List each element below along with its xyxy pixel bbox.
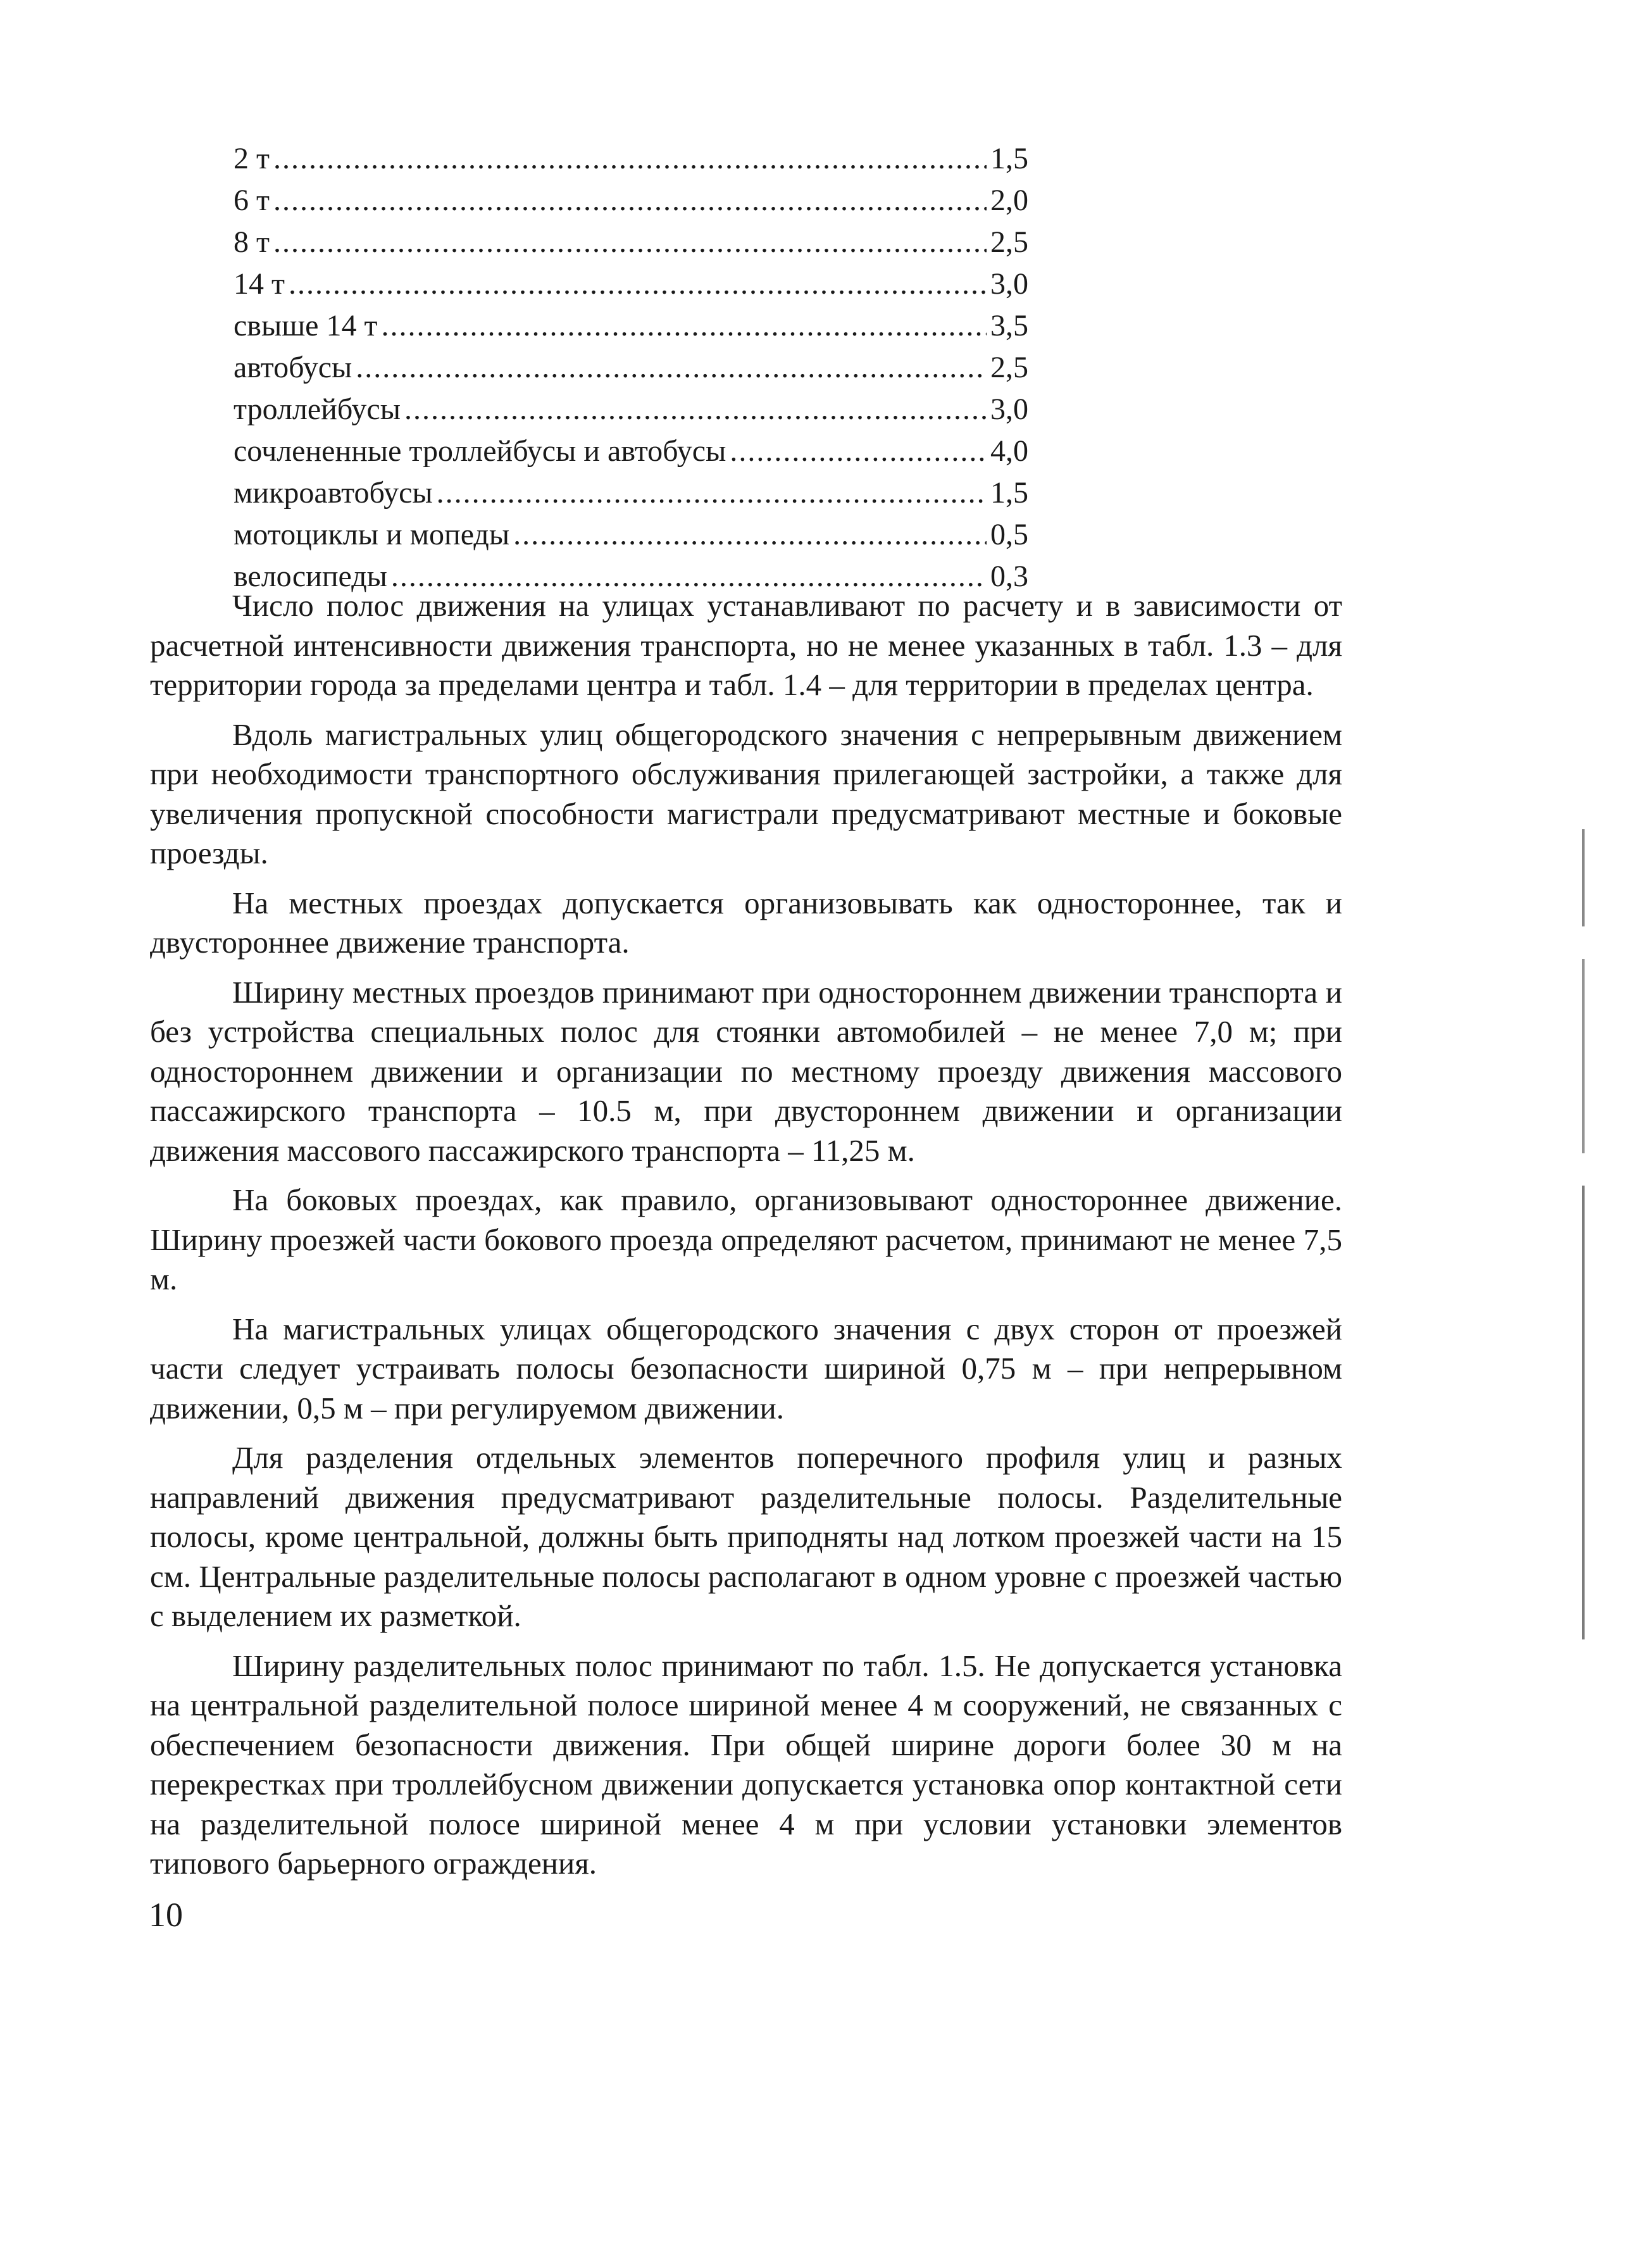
list-item-value: 0,5 xyxy=(990,518,1028,551)
list-item-label: автобусы xyxy=(234,351,352,384)
list-item-label: 2 т xyxy=(234,142,270,175)
list-item-value: 2,0 xyxy=(990,184,1028,217)
list-item-value: 4,0 xyxy=(990,434,1028,468)
dot-leader xyxy=(273,180,987,222)
list-item xyxy=(234,472,1035,514)
dot-leader xyxy=(273,222,987,263)
paragraph: Ширину разделительных полос принимают по табл. 1.5. Не допускается установка на центральной разделительной полосе шириной менее 4 м сооружений, не связанных с обеспечением безопасности движения. При общей ширине дороги более 30 м на перекрестках при троллейбусном движении допускается установка опор контактной сети на разделительной полосе шириной менее 4 м при условии установки элементов типового барьерного ограждения. xyxy=(150,1648,1342,1881)
dot-leader xyxy=(289,263,987,305)
list-item-value: 0,3 xyxy=(990,560,1028,593)
list-item-value: 3,5 xyxy=(990,309,1028,342)
list-item xyxy=(234,305,1035,347)
paragraph: На местных проездах допускается организовывать как одностороннее, так и двустороннее движение транспорта. xyxy=(150,885,1342,960)
list-item xyxy=(234,430,1035,472)
list-item xyxy=(234,514,1035,556)
list-item-value: 1,5 xyxy=(990,142,1028,175)
dot-leader xyxy=(404,389,987,430)
list-item-label: сочлененные троллейбусы и автобусы xyxy=(234,434,726,468)
list-item-value: 3,0 xyxy=(990,392,1028,426)
vehicle-coefficient-list xyxy=(234,138,1035,598)
paragraph: Для разделения отдельных элементов поперечного профиля улиц и разных направлений движения предусматривают разделительные полосы. Разделительные полосы, кроме центральной, должны быть приподняты над лотком проезжей части на 15 см. Центральные разделительные полосы располагают в одном уровне с проезжей частью с выделением их разметкой. xyxy=(150,1440,1342,1633)
dot-leader xyxy=(513,514,987,556)
paragraph: На магистральных улицах общегородского значения с двух сторон от проезжей части следует устраивать полосы безопасности шириной 0,75 м – при непрерывном движении, 0,5 м – при регулируемом движении. xyxy=(150,1311,1342,1425)
list-item xyxy=(234,138,1035,180)
list-item-label: мотоциклы и мопеды xyxy=(234,518,510,551)
paragraph: Ширину местных проездов принимают при одностороннем движении транспорта и без устройства специальных полос для стоянки автомобилей – не менее 7,0 м; при одностороннем движении и организации по местному проезду движения массового пассажирского транспорта – 10.5 м, при двустороннем движении и организации движения массового пассажирского транспорта – 11,25 м. xyxy=(150,974,1342,1168)
list-item xyxy=(234,347,1035,389)
list-item-value: 2,5 xyxy=(990,225,1028,259)
body-text xyxy=(150,586,1342,1894)
dot-leader xyxy=(356,347,987,389)
list-item xyxy=(234,222,1035,263)
list-item xyxy=(234,263,1035,305)
list-item-label: велосипеды xyxy=(234,560,387,593)
dot-leader xyxy=(730,430,987,472)
dot-leader xyxy=(381,305,987,347)
paragraph: Число полос движения на улицах устанавливают по расчету и в зависимости от расчетной интенсивности движения транспорта, но не менее указанных в табл. 1.3 – для территории города за пределами центра и табл. 1.4 – для территории в пределах центра. xyxy=(150,588,1342,702)
list-item xyxy=(234,180,1035,222)
paragraph: На боковых проездах, как правило, организовывают одностороннее движение. Ширину проезжей части бокового проезда определяют расчетом, принимают не менее 7,5 м. xyxy=(150,1182,1342,1296)
list-item-value: 2,5 xyxy=(990,351,1028,384)
list-item-label: микроавтобусы xyxy=(234,476,433,510)
list-item-label: свыше 14 т xyxy=(234,309,378,342)
list-item-label: 14 т xyxy=(234,267,285,301)
list-item xyxy=(234,389,1035,430)
list-item-label: 8 т xyxy=(234,225,270,259)
list-item-value: 1,5 xyxy=(990,476,1028,510)
dot-leader xyxy=(273,138,987,180)
paragraph: Вдоль магистральных улиц общегородского значения с непрерывным движением при необходимости транспортного обслуживания прилегающей застройки, а также для увеличения пропускной способности магистрали предусматривают местные и боковые проезды. xyxy=(150,717,1342,870)
list-item-label: 6 т xyxy=(234,184,270,217)
list-item-value: 3,0 xyxy=(990,267,1028,301)
scan-edge-mark xyxy=(1582,829,1585,1639)
page-number: 10 xyxy=(149,1896,183,1934)
dot-leader xyxy=(437,472,987,514)
list-item-label: троллейбусы xyxy=(234,392,401,426)
